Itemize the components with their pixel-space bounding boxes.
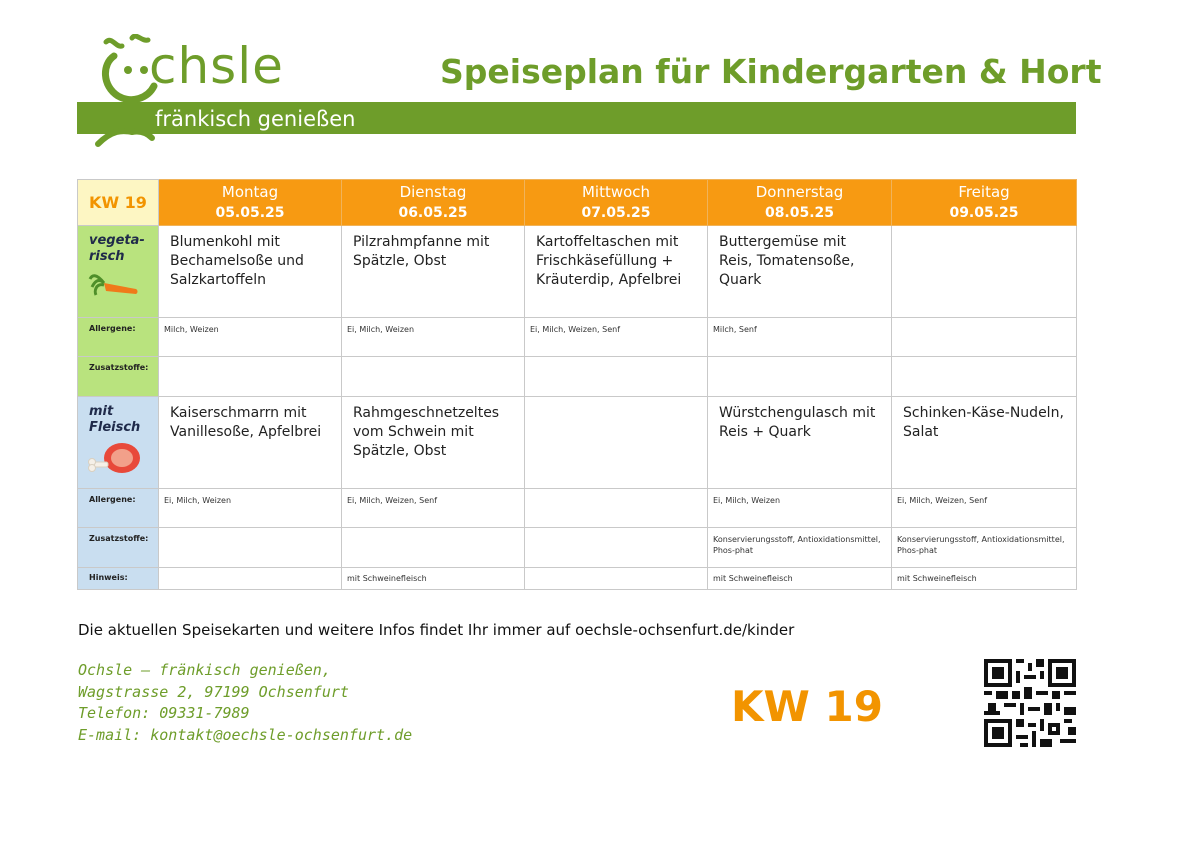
dish-text: Buttergemüse mit Reis, Tomatensoße, Quark (719, 234, 855, 288)
dish-text: Würstchengulasch mit Reis + Quark (719, 405, 876, 440)
additive-cell (525, 357, 708, 397)
vegetarian-dish-row (78, 226, 1077, 318)
note-cell (525, 568, 708, 590)
ochsle-logo[interactable] (92, 34, 356, 150)
additive-text (159, 528, 341, 534)
allergen-cell (159, 489, 342, 528)
allergen-text (525, 489, 707, 495)
day-name: Freitag (958, 182, 1010, 201)
allergens-label: Allergene: (89, 495, 136, 504)
note-text (525, 568, 707, 573)
day-name: Montag (221, 182, 279, 201)
address-line: Wagstrasse 2, 97199 Ochsenfurt (78, 682, 349, 701)
day-name: Donnerstag (755, 182, 844, 201)
contact-address (78, 660, 412, 746)
note-text: mit Schweinefleisch (713, 574, 793, 583)
additives-label-cell (78, 357, 159, 397)
additive-cell (159, 357, 342, 397)
allergen-cell (525, 318, 708, 357)
additive-text (525, 357, 707, 363)
menu-table (77, 179, 1077, 590)
allergen-text: Milch, Senf (713, 325, 757, 334)
additive-text (892, 357, 1076, 363)
day-date: 08.05.25 (764, 204, 835, 221)
allergen-text: Ei, Milch, Weizen, Senf (530, 325, 621, 334)
additive-text (708, 357, 891, 363)
allergen-text (892, 318, 1076, 324)
meat-allergens-row (78, 489, 1077, 528)
additives-label: Zusatzstoffe: (89, 534, 149, 543)
dish-cell (159, 397, 342, 489)
dish-cell (708, 397, 892, 489)
allergen-text: Ei, Milch, Weizen (347, 325, 415, 334)
vegetarian-category-cell (78, 226, 159, 318)
vegetarian-label: vegeta- risch (89, 233, 145, 264)
additive-text (342, 528, 524, 534)
day-header-monday (159, 180, 342, 226)
additive-text (159, 357, 341, 363)
dish-text: Kartoffeltaschen mit Frischkäsefüllung + Kräuterdip, Apfelbrei (536, 234, 682, 288)
dish-cell (525, 226, 708, 318)
additive-text (342, 357, 524, 363)
allergen-cell (342, 489, 525, 528)
allergen-text: Ei, Milch, Weizen (713, 496, 781, 505)
vegetarian-allergens-row (78, 318, 1077, 357)
note-text (159, 568, 341, 573)
dish-cell (892, 226, 1077, 318)
meat-label: mit Fleisch (89, 404, 141, 435)
allergen-cell (342, 318, 525, 357)
meat-dish-row (78, 397, 1077, 489)
allergen-cell (708, 489, 892, 528)
allergen-cell (159, 318, 342, 357)
allergen-cell (525, 489, 708, 528)
qr-code-icon[interactable] (984, 659, 1076, 747)
calendar-week-large: KW 19 (731, 682, 883, 731)
dish-text: Rahmgeschnetzeltes vom Schwein mit Spätzle, Obst (353, 405, 500, 459)
address-line: Ochsle – fränkisch genießen, (78, 661, 331, 679)
dish-text: Kaiserschmarrn mit Vanillesoße, Apfelbrei (170, 405, 322, 440)
additive-cell (892, 357, 1077, 397)
meat-category-cell (78, 397, 159, 489)
dish-cell (892, 397, 1077, 489)
allergen-cell (892, 318, 1077, 357)
header-row (78, 180, 1077, 226)
allergen-text: Ei, Milch, Weizen, Senf (347, 496, 438, 505)
day-header-friday (892, 180, 1077, 226)
note-text: mit Schweinefleisch (897, 574, 977, 583)
dish-text: Pilzrahmpfanne mit Spätzle, Obst (353, 234, 490, 269)
additive-cell (892, 528, 1077, 568)
day-name: Mittwoch (581, 182, 651, 201)
day-header-tuesday (342, 180, 525, 226)
day-date: 06.05.25 (398, 204, 468, 221)
additive-cell (708, 528, 892, 568)
dish-cell (525, 397, 708, 489)
allergens-label-cell (78, 489, 159, 528)
info-line[interactable]: Die aktuellen Speisekarten und weitere Infos findet Ihr immer auf oechsle-ochsenfurt.de/kinder (78, 621, 795, 639)
additive-text: Konservierungsstoff, Antioxidationsmittel, Phos-phat (713, 535, 881, 555)
notes-label-cell (78, 568, 159, 590)
allergens-label: Allergene: (89, 324, 136, 333)
dish-cell (342, 397, 525, 489)
phone-line[interactable]: Telefon: 09331-7989 (78, 704, 250, 722)
dish-text (892, 226, 1076, 233)
vegetarian-additives-row (78, 357, 1077, 397)
email-line[interactable]: E-mail: kontakt@oechsle-ochsenfurt.de (78, 725, 413, 744)
dish-text (525, 397, 707, 404)
dish-text: Blumenkohl mit Bechamelsoße und Salzkartoffeln (170, 234, 304, 288)
carrot-icon (86, 269, 140, 297)
day-date: 05.05.25 (215, 204, 285, 221)
additives-label: Zusatzstoffe: (89, 363, 149, 372)
note-cell (342, 568, 525, 590)
logo-tagline: fränkisch genießen (155, 107, 356, 131)
day-date: 09.05.25 (949, 204, 1019, 221)
allergen-text: Ei, Milch, Weizen (164, 496, 232, 505)
additive-cell (525, 528, 708, 568)
additive-cell (342, 357, 525, 397)
additive-text: Konservierungsstoff, Antioxidationsmittel, Phos-phat (897, 535, 1065, 555)
allergens-label-cell (78, 318, 159, 357)
allergen-cell (892, 489, 1077, 528)
meat-additives-row (78, 528, 1077, 568)
day-header-wednesday (525, 180, 708, 226)
dish-cell (342, 226, 525, 318)
additive-cell (708, 357, 892, 397)
day-name: Dienstag (399, 182, 467, 201)
allergen-text: Ei, Milch, Weizen, Senf (897, 496, 988, 505)
dish-text: Schinken-Käse-Nudeln, Salat (903, 405, 1064, 440)
day-date: 07.05.25 (581, 204, 651, 221)
day-header-thursday (708, 180, 892, 226)
additives-label-cell (78, 528, 159, 568)
allergen-cell (708, 318, 892, 357)
calendar-week-cell: KW 19 (78, 180, 159, 226)
dish-cell (159, 226, 342, 318)
meat-notes-row (78, 568, 1077, 590)
ham-icon (86, 440, 142, 476)
note-text: mit Schweinefleisch (347, 574, 427, 583)
additive-cell (159, 528, 342, 568)
additive-text (525, 528, 707, 534)
additive-cell (342, 528, 525, 568)
notes-label: Hinweis: (89, 573, 128, 582)
dish-cell (708, 226, 892, 318)
logo-wordmark: chsle (149, 37, 284, 95)
allergen-text: Milch, Weizen (164, 325, 219, 334)
note-cell (892, 568, 1077, 590)
page-title: Speiseplan für Kindergarten & Hort (440, 52, 1102, 91)
note-cell (708, 568, 892, 590)
note-cell (159, 568, 342, 590)
